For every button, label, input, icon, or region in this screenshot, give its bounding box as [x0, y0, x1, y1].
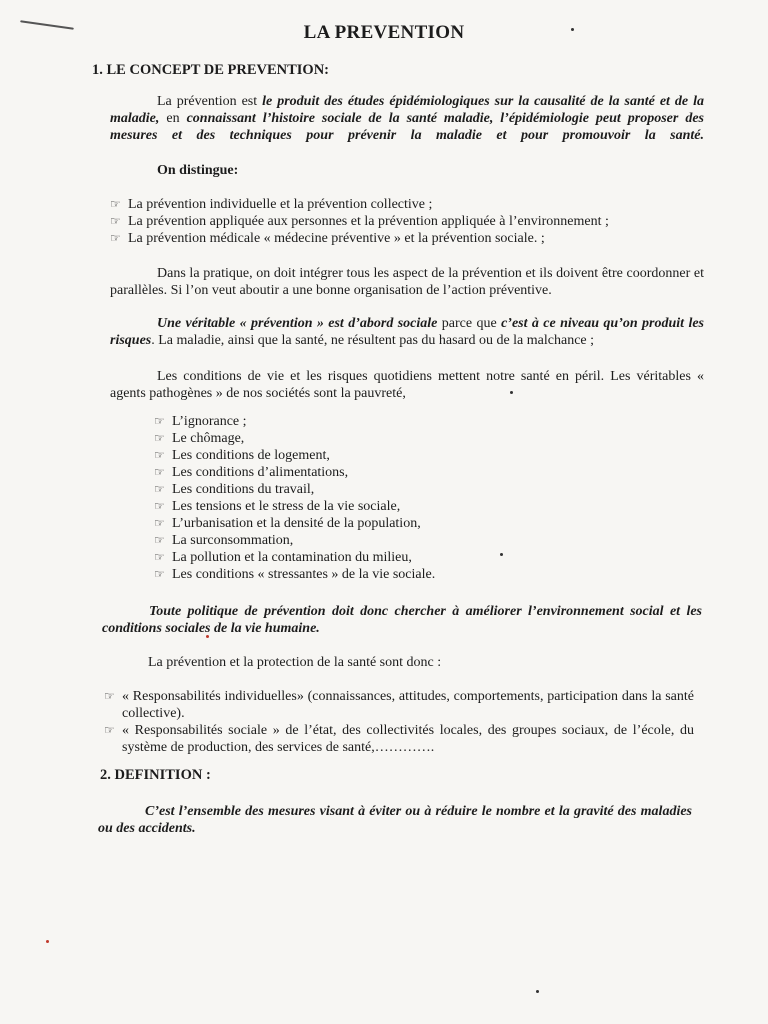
- conditions-paragraph: Les conditions de vie et les risques quotidiens mettent notre santé en péril. Les véritables « agents pathogènes » de nos sociétés sont la pauvreté,: [110, 369, 704, 401]
- pointing-hand-icon: ☞: [110, 231, 121, 245]
- distingue-label: On distingue:: [157, 163, 239, 178]
- list-item: ☞ La prévention médicale « médecine préventive » et la prévention sociale. ;: [110, 231, 545, 246]
- sociale-text-2: parce que: [437, 316, 502, 331]
- list-item: ☞ Les conditions « stressantes » de la vie sociale.: [154, 567, 436, 582]
- pointing-hand-icon: ☞: [154, 516, 165, 530]
- red-speck: [46, 940, 49, 943]
- pointing-hand-icon: ☞: [104, 689, 115, 703]
- list-item: ☞ Les tensions et le stress de la vie sociale,: [154, 499, 401, 514]
- politique-paragraph: Toute politique de prévention doit donc chercher à améliorer l’environnement social et les conditions sociales de la vie humaine.: [102, 604, 702, 636]
- sociale-text-3: c’est à ce niveau qu’on produit les risques: [110, 316, 704, 348]
- pointing-hand-icon: ☞: [154, 448, 165, 462]
- list-item: ☞ La prévention individuelle et la prévention collective ;: [110, 197, 433, 212]
- list-item: ☞ Les conditions de logement,: [154, 448, 330, 463]
- prevention-types-list: [110, 196, 710, 247]
- definition-paragraph: C’est l’ensemble des mesures visant à éviter ou à réduire le nombre et la gravité des maladies ou des accidents.: [98, 804, 692, 836]
- intro-text-1: La prévention est: [157, 94, 263, 109]
- list-item: ☞ « Responsabilités individuelles» (connaissances, attitudes, comportements, participation dans la santé collective).: [104, 689, 694, 721]
- sociale-text-1: Une véritable « prévention » est d’abord sociale: [157, 316, 438, 331]
- section-2-heading: 2. DEFINITION :: [100, 767, 211, 783]
- agents-list: [154, 413, 534, 583]
- pointing-hand-icon: ☞: [154, 567, 165, 581]
- list-item: ☞ La pollution et la contamination du milieu,: [154, 550, 412, 565]
- pointing-hand-icon: ☞: [154, 431, 165, 445]
- sociale-paragraph: [110, 315, 704, 349]
- document-title: LA PREVENTION: [303, 22, 465, 43]
- list-item: ☞ Les conditions du travail,: [154, 482, 315, 497]
- list-item: ☞ Le chômage,: [154, 431, 245, 446]
- list-item: ☞ L’urbanisation et la densité de la population,: [154, 516, 421, 531]
- list-item: ☞ L’ignorance ;: [154, 414, 247, 429]
- pointing-hand-icon: ☞: [154, 533, 165, 547]
- pointing-hand-icon: ☞: [104, 723, 115, 737]
- intro-text-4: connaissant l’histoire sociale de la santé maladie, l’épidémiologie peut proposer des mesures et des techniques pour prévenir la maladie et pour promouvoir la santé.: [110, 111, 704, 143]
- list-item: ☞ Les conditions d’alimentations,: [154, 465, 349, 480]
- pointing-hand-icon: ☞: [110, 214, 121, 228]
- pointing-hand-icon: ☞: [154, 482, 165, 496]
- list-item: ☞ « Responsabilités sociale » de l’état, des collectivités locales, des groupes sociaux, de l’école, du système de production, des services de santé,………….: [104, 723, 694, 755]
- sociale-text-4: . La maladie, ainsi que la santé, ne résultent pas du hasard ou de la malchance ;: [151, 333, 595, 348]
- intro-text-2: le produit des études épidémiologiques sur la causalité de la santé et de la maladie,: [110, 94, 705, 126]
- list-item: ☞ La prévention appliquée aux personnes et la prévention appliquée à l’environnement ;: [110, 214, 609, 229]
- protection-intro: La prévention et la protection de la santé sont donc :: [148, 655, 442, 670]
- intro-text-3: en: [159, 111, 187, 126]
- list-item: ☞ La surconsommation,: [154, 533, 294, 548]
- pratique-paragraph: Dans la pratique, on doit intégrer tous les aspect de la prévention et ils doivent être coordonner et parallèles. Si l’on veut aboutir a une bonne organisation de l’action préventive.: [110, 266, 704, 298]
- pointing-hand-icon: ☞: [154, 499, 165, 513]
- section-1-heading: 1. LE CONCEPT DE PREVENTION:: [92, 62, 329, 78]
- pointing-hand-icon: ☞: [154, 550, 165, 564]
- intro-paragraph: [110, 93, 704, 144]
- speck: [536, 990, 539, 993]
- pointing-hand-icon: ☞: [154, 414, 165, 428]
- pointing-hand-icon: ☞: [110, 197, 121, 211]
- pointing-hand-icon: ☞: [154, 465, 165, 479]
- responsabilites-list: [104, 688, 694, 756]
